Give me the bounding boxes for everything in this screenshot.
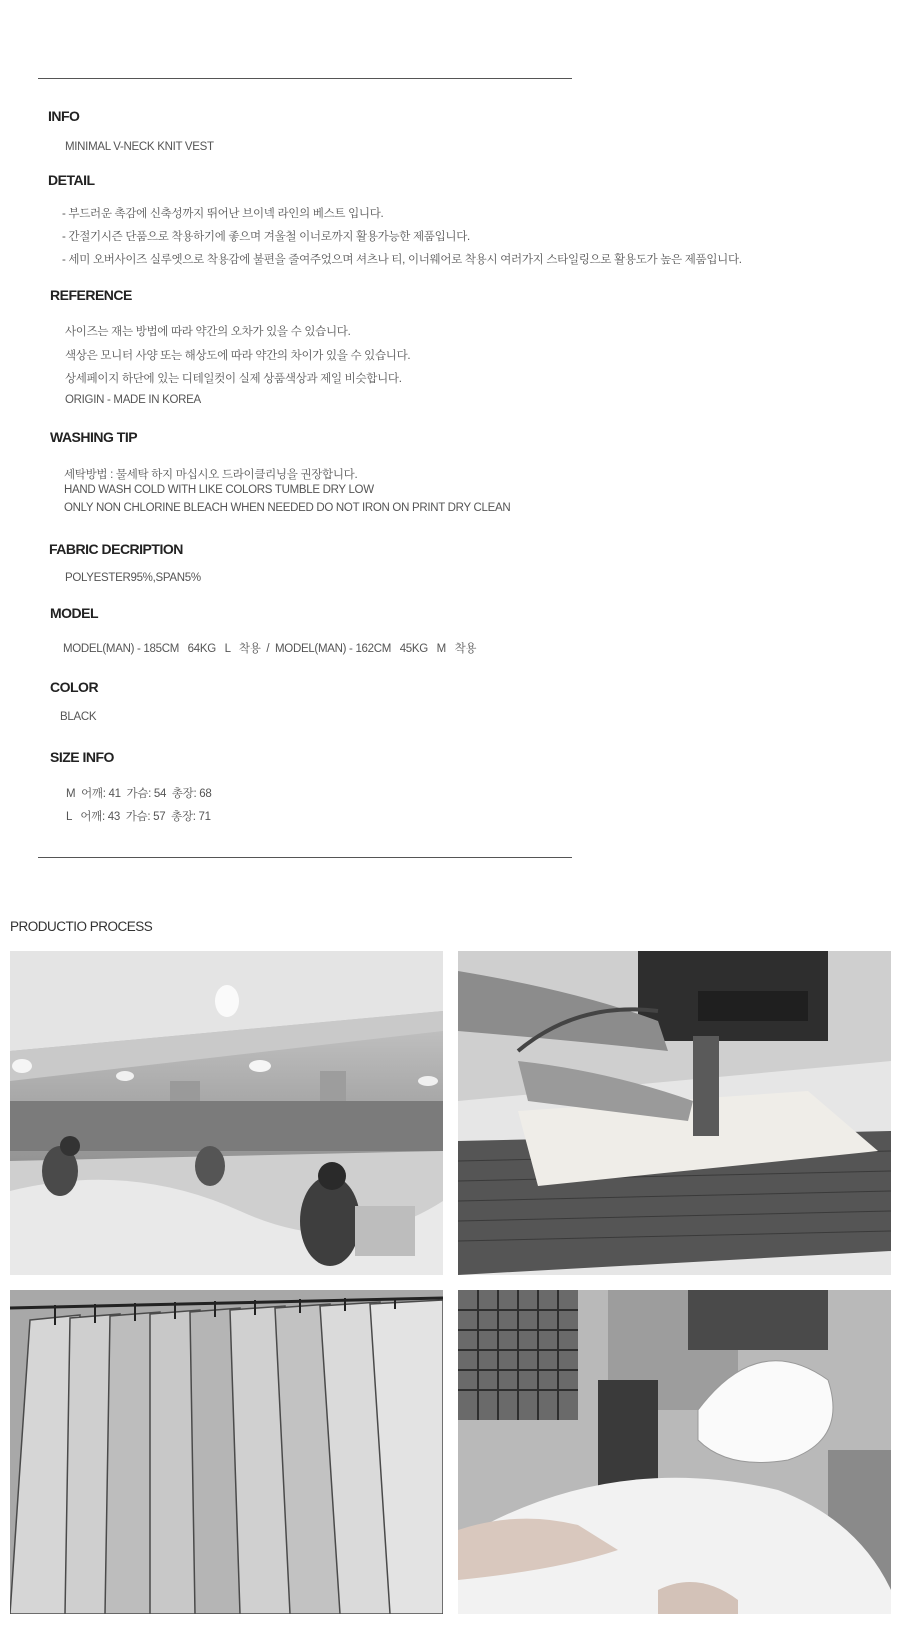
info-title: INFO [48,108,80,124]
cutting-machine-photo [458,951,891,1275]
origin-text: ORIGIN - MADE IN KOREA [65,394,201,406]
detail-line: - 세미 오버사이즈 실루엣으로 착용감에 불편을 줄여주었으며 셔츠나 티, 이너웨어로 착용시 여러가지 스타일링으로 활용도가 높은 제품입니다. [62,254,742,266]
hanging-garments-photo [10,1290,443,1614]
washing-line: 세탁방법 : 물세탁 하지 마십시오 드라이클리닝을 권장합니다. [64,469,358,481]
fabric-value: POLYESTER95%,SPAN5% [65,572,201,584]
reference-line: 상세페이지 하단에 있는 디테일컷이 실제 상품색상과 제일 비슷합니다. [65,373,402,385]
model-title: MODEL [50,605,99,621]
color-title: COLOR [50,679,99,695]
washing-title: WASHING TIP [50,429,138,445]
factory-floor-photo [10,951,443,1275]
size-row-l: L 어깨: 43 가슴: 57 총장: 71 [66,811,211,823]
washing-line: ONLY NON CHLORINE BLEACH WHEN NEEDED DO NOT IRON ON PRINT DRY CLEAN [64,502,511,514]
color-value: BLACK [60,711,97,723]
reference-title: REFERENCE [50,287,132,303]
product-name: MINIMAL V-NECK KNIT VEST [65,141,214,153]
detail-title: DETAIL [48,172,95,188]
washing-line: HAND WASH COLD WITH LIKE COLORS TUMBLE DRY LOW [64,484,374,496]
production-title: PRODUCTIO PROCESS [10,919,153,934]
detail-line: - 부드러운 촉감에 신축성까지 뛰어난 브이넥 라인의 베스트 입니다. [62,208,384,220]
reference-line: 색상은 모니터 사양 또는 해상도에 따라 약간의 차이가 있을 수 있습니다. [65,350,411,362]
top-divider [38,78,572,79]
fabric-title: FABRIC DECRIPTION [49,541,183,557]
reference-line: 사이즈는 재는 방법에 따라 약간의 오차가 있을 수 있습니다. [65,326,351,338]
size-title: SIZE INFO [50,749,114,765]
bottom-divider [38,857,572,858]
size-row-m: M 어깨: 41 가슴: 54 총장: 68 [66,788,212,800]
detail-line: - 간절기시즌 단품으로 착용하기에 좋으며 겨울철 이너로까지 활용가능한 제품입니다. [62,231,470,243]
sewing-machine-photo [458,1290,891,1614]
model-value: MODEL(MAN) - 185CM 64KG L 착용 / MODEL(MAN) - 162CM 45KG M 착용 [63,643,477,655]
